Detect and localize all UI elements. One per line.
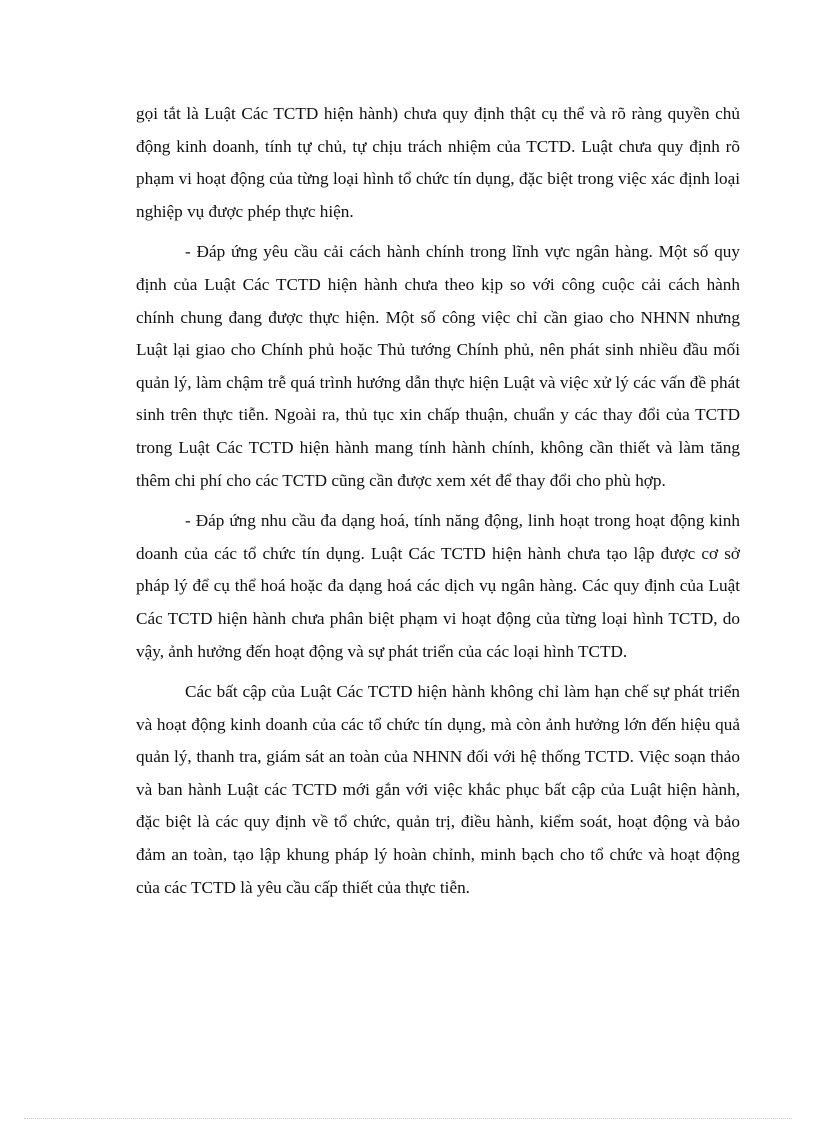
paragraph-administrative-reform: - Đáp ứng yêu cầu cải cách hành chính trong lĩnh vực ngân hàng. Một số quy định của Luật Các TCTD hiện hành chưa theo kịp so với công cuộc cải cách hành chính chung đang được thực hiện. Một số công việc chỉ cần giao cho NHNN nhưng Luật lại giao cho Chính phủ hoặc Thủ tướng Chính phủ, nên phát sinh nhiều đầu mối quản lý, làm chậm trễ quá trình hướng dẫn thực hiện Luật và việc xử lý các vấn đề phát sinh trên thực tiễn. Ngoài ra, thủ tục xin chấp thuận, chuẩn y các thay đổi của TCTD trong Luật Các TCTD hiện hành mang tính hành chính, không cần thiết và làm tăng thêm chi phí cho các TCTD cũng cần được xem xét để thay đổi cho phù hợp. xyxy=(136,242,740,490)
paragraph-continued: gọi tắt là Luật Các TCTD hiện hành) chưa quy định thật cụ thể và rõ ràng quyền chủ động kinh doanh, tính tự chủ, tự chịu trách nhiệm của TCTD. Luật chưa quy định rõ phạm vi hoạt động của từng loại hình tổ chức tín dụng, đặc biệt trong việc xác định loại nghiệp vụ được phép thực hiện. xyxy=(136,104,740,221)
paragraph-diversification: - Đáp ứng nhu cầu đa dạng hoá, tính năng động, linh hoạt trong hoạt động kinh doanh của các tổ chức tín dụng. Luật Các TCTD hiện hành chưa tạo lập được cơ sở pháp lý để cụ thể hoá hoặc đa dạng hoá các dịch vụ ngân hàng. Các quy định của Luật Các TCTD hiện hành chưa phân biệt phạm vi hoạt động của từng loại hình TCTD, do vậy, ảnh hưởng đến hoạt động và sự phát triển của các loại hình TCTD. xyxy=(136,511,740,661)
document-body xyxy=(136,98,740,912)
paragraph-conclusion: Các bất cập của Luật Các TCTD hiện hành không chỉ làm hạn chế sự phát triển và hoạt động kinh doanh của các tổ chức tín dụng, mà còn ảnh hưởng lớn đến hiệu quả quản lý, thanh tra, giám sát an toàn của NHNN đối với hệ thống TCTD. Việc soạn thảo và ban hành Luật các TCTD mới gắn với việc khắc phục bất cập của Luật hiện hành, đặc biệt là các quy định về tổ chức, quản trị, điều hành, kiểm soát, hoạt động và bảo đảm an toàn, tạo lập khung pháp lý hoàn chỉnh, minh bạch cho tổ chức và hoạt động của các TCTD là yêu cầu cấp thiết của thực tiễn. xyxy=(136,682,740,897)
page-bottom-divider xyxy=(24,1118,792,1119)
